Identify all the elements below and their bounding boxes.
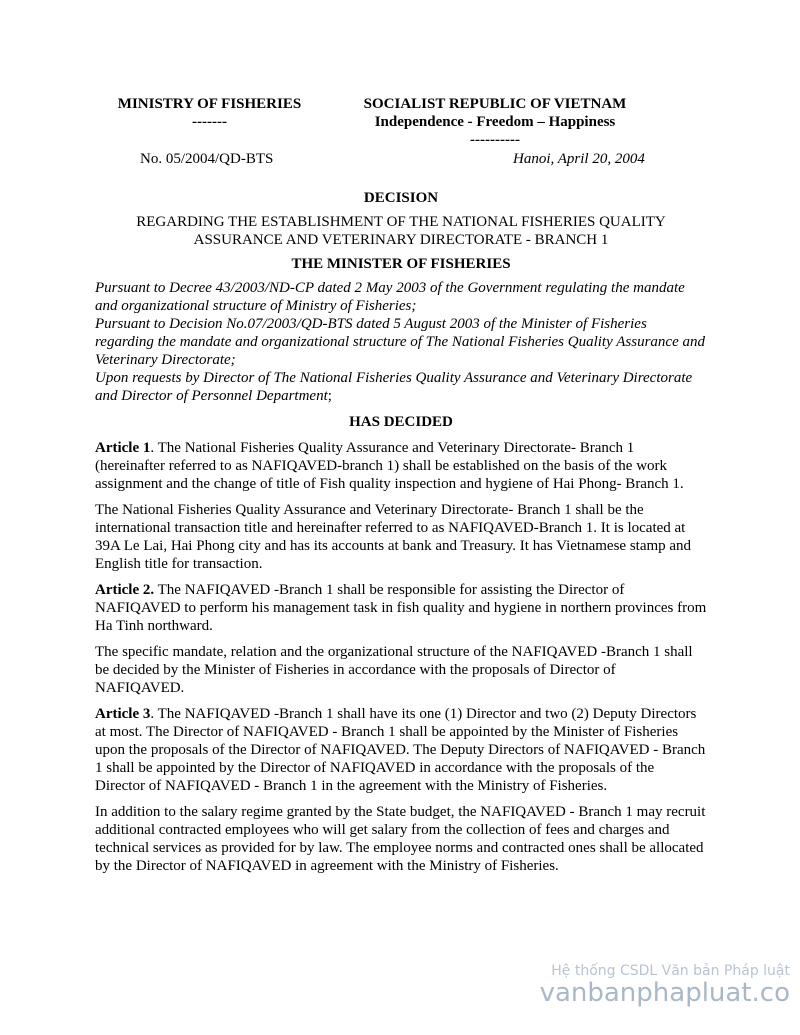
pursuant-clause-3-text: Upon requests by Director of The National Fisheries Quality Assurance and Veterinary Directorate and Director of Personnel Department [95,370,693,404]
pursuant-clause-1: Pursuant to Decree 43/2003/ND-CP dated 2 May 2003 of the Government regulating the mandate and organizational structure of Ministry of Fisheries; [95,280,685,314]
article-3 [95,705,707,795]
document-number: No. 05/2004/QD-BTS [140,151,274,167]
article-1-text: . The National Fisheries Quality Assurance and Veterinary Directorate- Branch 1 (hereinafter referred to as NAFIQAVED-branch 1) shall be established on the basis of the work assignment and the change of title of Fish quality inspection and hygiene of Hai Phong- Branch 1. [95,440,684,492]
motto-rule: ---------- [470,132,520,148]
national-header [350,95,640,149]
document-date: Hanoi, April 20, 2004 [513,151,645,167]
article-2-label: Article 2. [95,582,155,598]
article-2 [95,581,707,635]
document-subtitle: REGARDING THE ESTABLISHMENT OF THE NATIONAL FISHERIES QUALITY ASSURANCE AND VETERINARY DIRECTORATE - BRANCH 1 [136,214,666,248]
national-motto: Independence - Freedom – Happiness [374,114,616,130]
article-3-label: Article 3 [95,706,151,722]
republic-name: SOCIALIST REPUBLIC OF VIETNAM [363,96,627,112]
ministry-rule: ------- [192,114,227,130]
watermark-caption: Hệ thống CSDL Văn bản Pháp luật [551,963,790,979]
article-1-paragraph-2: The National Fisheries Quality Assurance and Veterinary Directorate- Branch 1 shall be the international transaction title and hereinafter referred to as NAFIQAVED-Branch 1. It is located at 39A Le Lai, Hai Phong city and has its accounts at bank and Treasury. It has Vietnamese stamp and English title for transaction. [95,502,692,572]
article-1-label: Article 1 [95,440,151,456]
article-3-text: . The NAFIQAVED -Branch 1 shall have its one (1) Director and two (2) Deputy Directors at most. The Director of NAFIQAVED - Branch 1 shall be appointed by the Minister of Fisheries upon the proposals of the Director of NAFIQAVED. The Deputy Directors of NAFIQAVED - Branch 1 shall be appointed by the Director of NAFIQAVED in accordance with the proposals of the Director of NAFIQAVED - Branch 1 in the agreement with the Ministry of Fisheries. [95,706,706,794]
pursuant-clause-3-end: ; [327,388,332,404]
watermark-site: vanbanphapluat.co [539,978,790,1008]
issuer-block [107,95,312,131]
pursuant-clause-2: Pursuant to Decision No.07/2003/QD-BTS dated 5 August 2003 of the Minister of Fisheries regarding the mandate and organizational structure of The National Fisheries Quality Assurance and Veterinary Directorate; [95,316,705,368]
issuing-authority: THE MINISTER OF FISHERIES [291,256,511,272]
article-2-text: The NAFIQAVED -Branch 1 shall be responsible for assisting the Director of NAFIQAVED to perform his management task in fish quality and hygiene in northern provinces from Ha Tinh northward. [95,582,707,634]
has-decided-heading: HAS DECIDED [349,414,453,430]
article-2-paragraph-2: The specific mandate, relation and the organizational structure of the NAFIQAVED -Branch 1 shall be decided by the Minister of Fisheries in accordance with the proposals of Director of NAFIQAVED. [95,644,693,696]
article-1 [95,439,707,493]
ministry-name: MINISTRY OF FISHERIES [117,96,302,112]
document-title: DECISION [363,190,439,206]
document-page [95,95,707,883]
article-3-paragraph-2: In addition to the salary regime granted by the State budget, the NAFIQAVED - Branch 1 may recruit additional contracted employees who will get salary from the collection of fees and charges and technical services as provided for by law. The employee norms and contracted ones shall be allocated by the Director of NAFIQAVED in agreement with the Ministry of Fisheries. [95,804,706,874]
document-header [95,95,707,175]
pursuant-clause-3 [95,369,707,405]
